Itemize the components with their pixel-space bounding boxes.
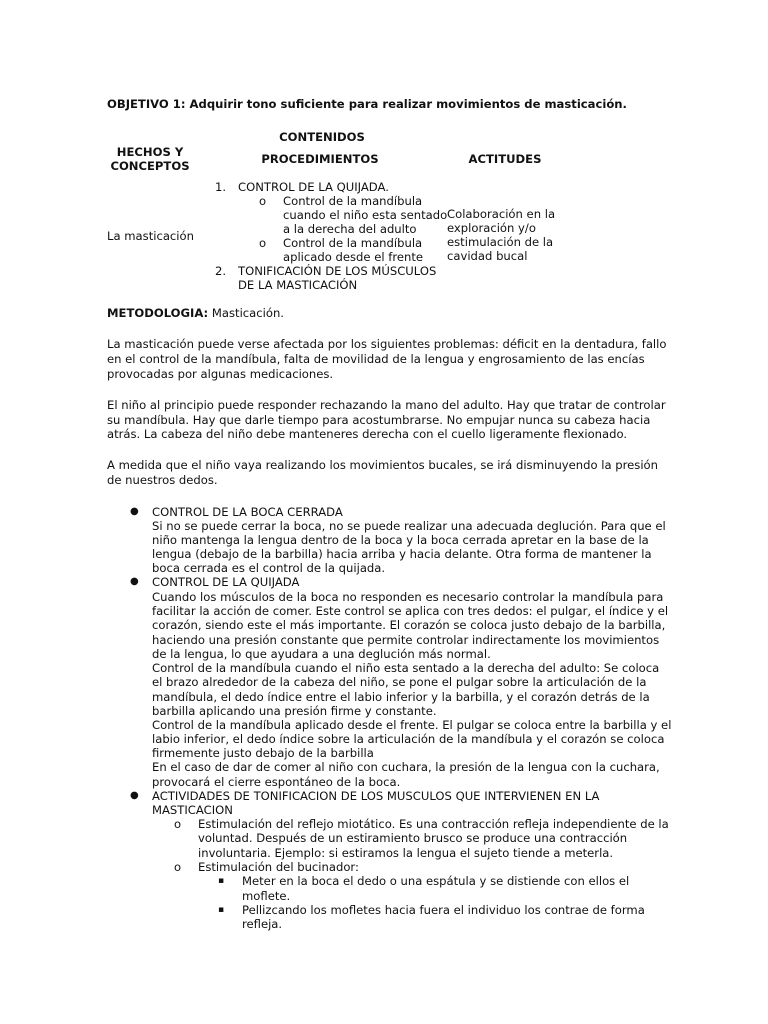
procedure-item-1-number: 1.	[215, 180, 227, 194]
subsub-marker: ▪	[218, 905, 225, 915]
paragraph-line: de nuestros dedos.	[107, 473, 218, 487]
procedure-sub-line: a la derecha del adulto	[283, 222, 417, 236]
attitude-line: estimulación de la	[447, 235, 554, 249]
procedure-sub-line: aplicado desde el frente	[283, 250, 424, 264]
header-hechos-line2: CONCEPTOS	[110, 159, 190, 173]
paragraph-line: en el control de la mandíbula, falta de movilidad de la lengua y engrosamiento de las encías	[107, 352, 645, 366]
bullet-line: CONTROL DE LA BOCA CERRADA	[152, 505, 343, 519]
procedure-sub-marker: o	[259, 236, 267, 250]
bullet-line: provocará el cierre espontáneo de la boca.	[152, 775, 401, 789]
procedure-sub-line: Control de la mandíbula	[283, 194, 423, 208]
sub-line: Estimulación del reflejo miotático. Es una contracción refleja independiente de la	[198, 817, 669, 831]
subsub-line: Meter en la boca el dedo o una espátula y se distiende con ellos el	[242, 874, 630, 888]
header-actitudes: ACTITUDES	[468, 152, 542, 166]
bullet-line: Control de la mandíbula aplicado desde el frente. El pulgar se coloca entre la barbilla y el	[152, 718, 672, 732]
procedure-item-2-line: TONIFICACIÓN DE LOS MÚSCULOS	[238, 264, 437, 278]
subsub-marker: ▪	[218, 876, 225, 886]
procedure-item-1-label: CONTROL DE LA QUIJADA.	[238, 180, 389, 194]
bullet-line: ACTIVIDADES DE TONIFICACION DE LOS MUSCULOS QUE INTERVIENEN EN LA	[152, 789, 600, 803]
header-procedimientos: PROCEDIMIENTOS	[261, 152, 379, 166]
paragraph-line: su mandíbula. Hay que darle tiempo para acostumbrarse. No empujar nunca su cabeza hacia	[107, 413, 651, 427]
bullet-line: corazón, siendo este el más importante. El corazón se coloca justo debajo de la barbilla,	[152, 618, 666, 632]
bullet-line: haciendo una presión constante que permite controlar indirectamente los movimientos	[152, 633, 660, 647]
subsub-line: refleja.	[242, 917, 283, 931]
objective-title: OBJETIVO 1: Adquirir tono suficiente para realizar movimientos de masticación.	[107, 97, 627, 111]
bullet-line: el brazo alrededor de la cabeza del niño, se pone el pulgar sobre la articulación de la	[152, 675, 647, 689]
paragraph-line: La masticación puede verse afectada por los siguientes problemas: déficit en la dentadura, fallo	[107, 337, 667, 351]
bullet-line: facilitar la acción de comer. Este control se aplica con tres dedos: el pulgar, el índice y el	[152, 604, 669, 618]
attitude-line: Colaboración en la	[447, 207, 556, 221]
procedure-sub-marker: o	[259, 194, 267, 208]
sub-line: Estimulación del bucinador:	[198, 860, 359, 874]
sub-marker: o	[174, 817, 182, 831]
paragraph-line: El niño al principio puede responder rechazando la mano del adulto. Hay que tratar de controlar	[107, 398, 666, 412]
sub-line: voluntad. Después de un estiramiento brusco se produce una contracción	[198, 831, 628, 845]
bullet-marker: ●	[130, 790, 139, 801]
bullet-marker: ●	[130, 506, 139, 517]
procedure-item-2-line: DE LA MASTICACIÓN	[238, 278, 358, 292]
bullet-line: labio inferior, el dedo índice sobre la articulación de la mandíbula y el corazón se coloca	[152, 732, 665, 746]
sub-line: involuntaria. Ejemplo: si estiramos la lengua el sujeto tiende a meterla.	[198, 846, 614, 860]
methodology	[107, 306, 284, 320]
procedure-item-2-number: 2.	[215, 264, 227, 278]
bullet-line: lengua (debajo de la barbilla) hacia arriba y hacia delante. Otra forma de mantener la	[152, 547, 652, 561]
attitude-line: cavidad bucal	[447, 249, 528, 263]
subsub-line: moflete.	[242, 889, 291, 903]
sub-marker: o	[174, 860, 182, 874]
bullet-line: firmemente justo debajo de la barbilla	[152, 746, 374, 760]
subsub-line: Pellizcando los mofletes hacia fuera el individuo los contrae de forma	[242, 903, 645, 917]
bullet-line: MASTICACION	[152, 803, 233, 817]
header-contenidos: CONTENIDOS	[279, 130, 365, 144]
procedure-sub-line: cuando el niño esta sentado	[283, 208, 448, 222]
header-hechos-line1: HECHOS Y	[116, 145, 184, 159]
bullet-line: Control de la mandíbula cuando el niño esta sentado a la derecha del adulto: Se coloca	[152, 661, 660, 675]
bullet-line: Cuando los músculos de la boca no responden es necesario controlar la mandíbula para	[152, 590, 664, 604]
bullet-line: niño mantenga la lengua dentro de la boca y la boca cerrada apretar en la base de la	[152, 533, 649, 547]
paragraph-line: provocadas por algunas medicaciones.	[107, 367, 334, 381]
bullet-line: barbilla aplicando una presión firme y constante.	[152, 704, 437, 718]
row-label: La masticación	[107, 229, 194, 243]
bullet-marker: ●	[130, 576, 139, 587]
methodology-value: Masticación.	[211, 306, 284, 320]
bullet-line: Si no se puede cerrar la boca, no se puede realizar una adecuada deglución. Para que el	[152, 519, 666, 533]
bullet-line: CONTROL DE LA QUIJADA	[152, 575, 300, 589]
paragraph-line: A medida que el niño vaya realizando los movimientos bucales, se irá disminuyendo la presión	[107, 458, 659, 472]
bullet-line: de la lengua, lo que ayudara a una deglución más normal.	[152, 647, 491, 661]
bullet-line: En el caso de dar de comer al niño con cuchara, la presión de la lengua con la cuchara,	[152, 760, 660, 774]
procedure-sub-line: Control de la mandíbula	[283, 236, 423, 250]
paragraph-line: atrás. La cabeza del niño debe manteneres derecha con el cuello ligeramente flexionado.	[107, 427, 628, 441]
bullet-line: boca cerrada es el control de la quijada.	[152, 561, 386, 575]
attitude-line: exploración y/o	[447, 221, 536, 235]
methodology-label: METODOLOGIA:	[107, 306, 209, 320]
bullet-line: mandíbula, el dedo índice entre el labio inferior y la barbilla, y el corazón detrás de la	[152, 690, 650, 704]
